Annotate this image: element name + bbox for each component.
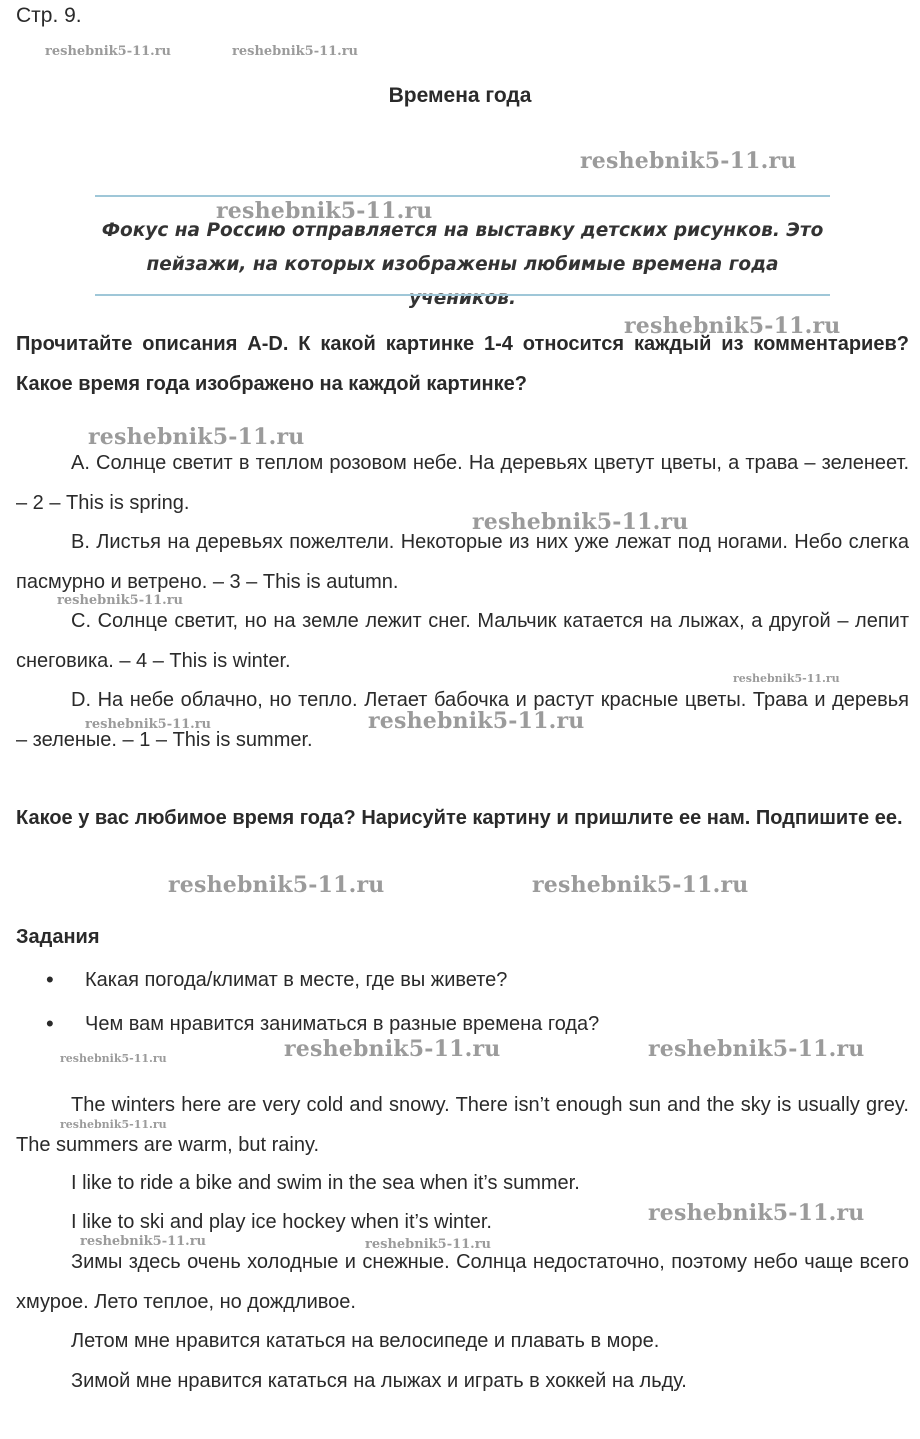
answer-c: С. Солнце светит, но на земле лежит снег. Мальчик катается на лыжах, а другой – лепит снеговика. – 4 – This is winter. [16,610,909,672]
bullet-item: Какая погода/климат в месте, где вы живете? [85,969,508,991]
bullet-marker: • [46,967,54,992]
task-instruction: Прочитайте описания A-D. К какой картинке 1-4 относится каждый из комментариев? Какое время года изображено на каждой картинке? [16,333,909,395]
watermark: reshebnik5-11.ru [284,1036,501,1062]
bullet-marker: • [46,1011,54,1036]
answer-d: D. На небе облачно, но тепло. Летает бабочка и растут красные цветы. Трава и деревья – зеленые. – 1 – This is summer. [16,689,909,751]
watermark: reshebnik5-11.ru [472,509,689,535]
tasks-heading: Задания [16,926,100,948]
watermark: reshebnik5-11.ru [648,1036,865,1062]
watermark: reshebnik5-11.ru [60,1118,167,1131]
english-paragraph-2: I like to ride a bike and swim in the sea when it’s summer. [71,1172,580,1194]
intro-text: Фокус на Россию отправляется на выставку детских рисунков. Это пейзажи, на которых изображены любимые времена года учеников. [101,220,824,309]
watermark: reshebnik5-11.ru [45,44,172,59]
russian-paragraph-1: Зимы здесь очень холодные и снежные. Солнца недостаточно, поэтому небо чаще всего хмурое. Лето теплое, но дождливое. [16,1251,909,1313]
watermark: reshebnik5-11.ru [733,672,840,685]
divider-bottom [95,294,830,296]
watermark: reshebnik5-11.ru [168,872,385,898]
answer-b: В. Листья на деревьях пожелтели. Некоторые из них уже лежат под ногами. Небо слегка пасмурно и ветрено. – 3 – This is autumn. [16,531,909,593]
divider-top [95,195,830,197]
page-number: Стр. 9. [16,4,82,27]
bullet-item: Чем вам нравится заниматься в разные времена года? [85,1013,600,1035]
watermark: reshebnik5-11.ru [580,148,797,174]
watermark: reshebnik5-11.ru [624,313,841,339]
watermark: reshebnik5-11.ru [216,198,433,224]
watermark: reshebnik5-11.ru [368,708,585,734]
watermark: reshebnik5-11.ru [60,1052,167,1065]
english-paragraph-3: I like to ski and play ice hockey when it’s winter. [71,1211,492,1233]
watermark: reshebnik5-11.ru [365,1237,492,1252]
watermark: reshebnik5-11.ru [232,44,359,59]
page-title: Времена года [388,84,532,107]
watermark: reshebnik5-11.ru [88,424,305,450]
watermark: reshebnik5-11.ru [80,1234,207,1249]
drawing-task: Какое у вас любимое время года? Нарисуйте картину и пришлите ее нам. Подпишите ее. [16,807,903,829]
watermark: reshebnik5-11.ru [57,593,184,608]
english-paragraph-1: The winters here are very cold and snowy. There isn’t enough sun and the sky is usually grey. The summers are warm, but rainy. [16,1094,909,1156]
answer-a: А. Солнце светит в теплом розовом небе. На деревьях цветут цветы, а трава – зеленеет. – 2 – This is spring. [16,452,909,514]
watermark: reshebnik5-11.ru [532,872,749,898]
russian-paragraph-3: Зимой мне нравится кататься на лыжах и играть в хоккей на льду. [71,1370,687,1392]
watermark: reshebnik5-11.ru [648,1200,865,1226]
russian-paragraph-2: Летом мне нравится кататься на велосипеде и плавать в море. [71,1330,660,1352]
watermark: reshebnik5-11.ru [85,717,212,732]
